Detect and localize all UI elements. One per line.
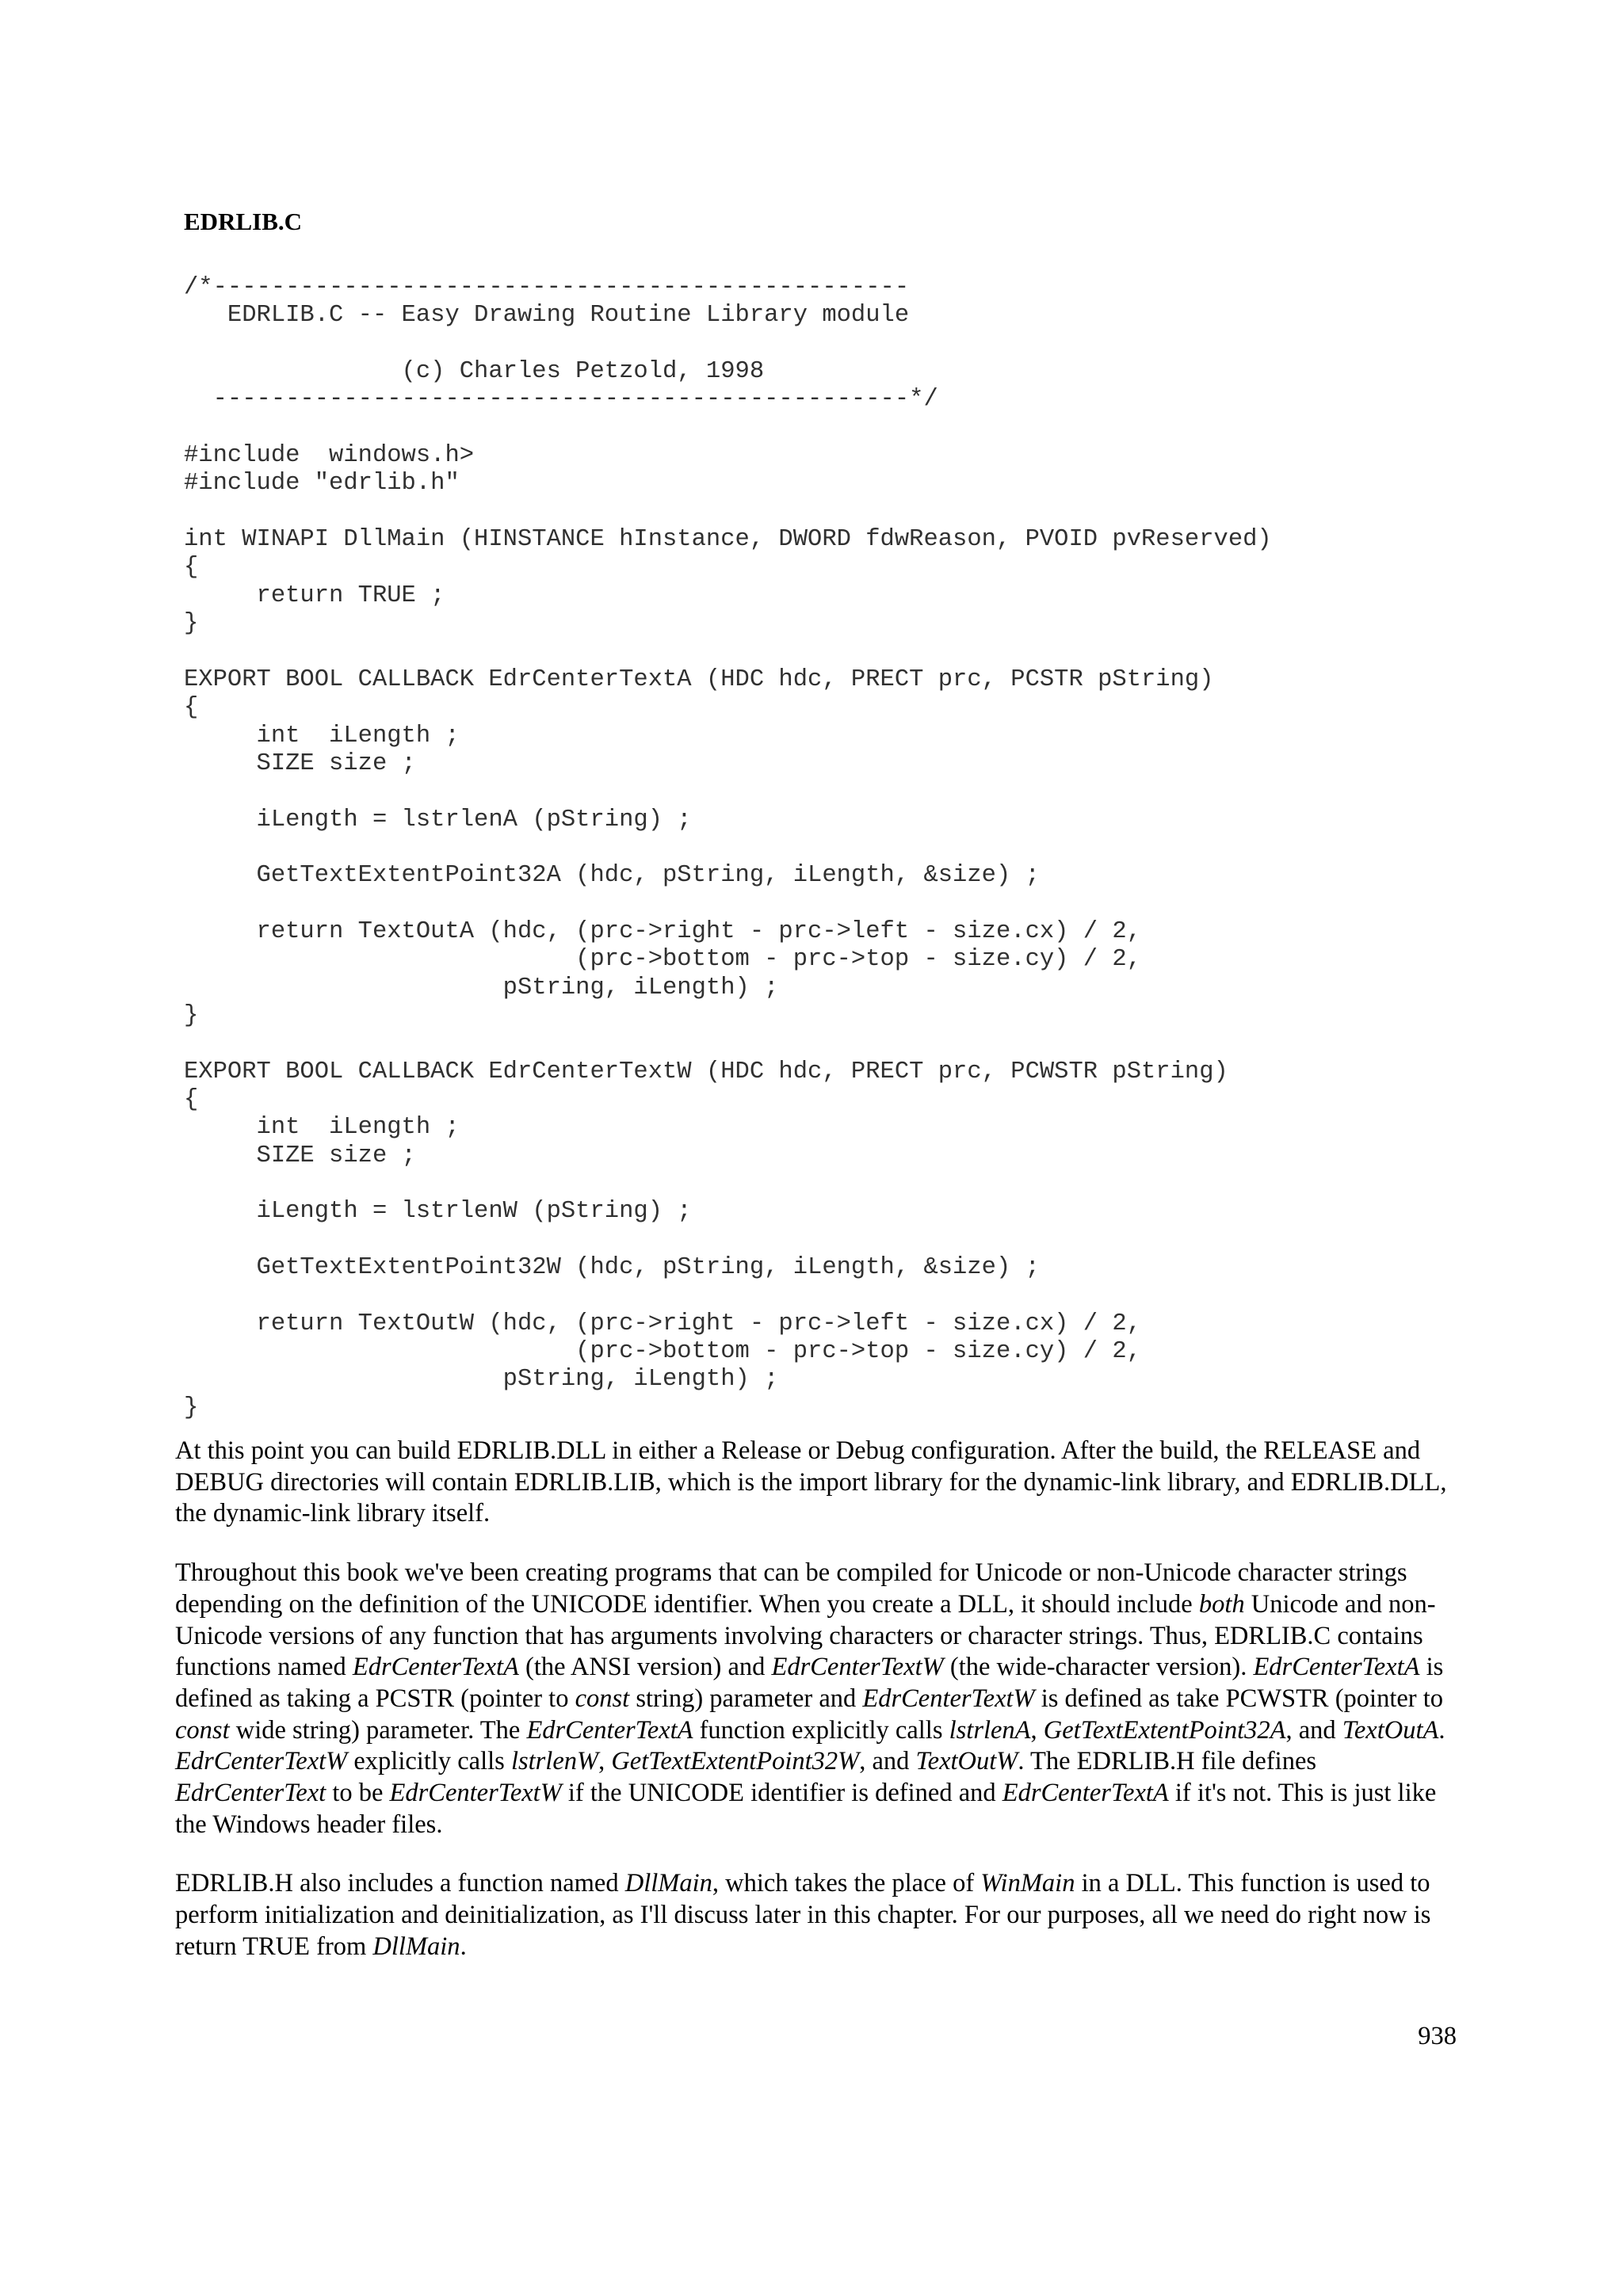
code-line: /*------------------------------------------------ <box>184 274 910 301</box>
text-run: , and <box>1285 1715 1342 1745</box>
paragraph <box>175 1558 1467 1840</box>
text-run: , and <box>859 1747 916 1776</box>
code-line <box>184 1170 1272 1198</box>
code-line: } <box>184 1001 199 1029</box>
italic-term: TextOutW <box>915 1747 1018 1776</box>
text-run: . <box>460 1932 467 1961</box>
italic-term: EdrCenterText <box>175 1779 327 1808</box>
italic-term: EdrCenterTextA <box>1253 1653 1420 1682</box>
code-listing <box>184 274 1272 1422</box>
page-number: 938 <box>1418 2022 1457 2050</box>
code-line: } <box>184 610 199 638</box>
code-line: { <box>184 554 199 582</box>
code-line: ------------------------------------------------*/ <box>184 386 938 414</box>
text-run: in a DLL. This function is used to perform initialization and deinitialization, as I'll discuss later in this chapter. For our purposes, all we need do right now is return TRUE from <box>175 1869 1431 1961</box>
code-line <box>184 498 1272 526</box>
text-run: Unicode and non-Unicode versions of any function that has arguments involving characters or character strings. Thus, EDRLIB.C contains functions named <box>175 1589 1436 1682</box>
italic-term: DllMain <box>372 1932 460 1961</box>
section-heading: EDRLIB.C <box>184 208 303 235</box>
code-line: SIZE size ; <box>184 1142 416 1169</box>
code-line <box>184 778 1272 806</box>
code-line: { <box>184 1085 199 1113</box>
code-line: pString, iLength) ; <box>184 974 779 1001</box>
text-run: At this point you can build EDRLIB.DLL in either a Release or Debug configuration. After the build, the RELEASE and DEBUG directories will contain EDRLIB.LIB, which is the import library for the dynamic-link library, and EDRLIB.DLL, the dynamic-link library itself. <box>175 1436 1447 1528</box>
code-line <box>184 638 1272 666</box>
code-line: SIZE size ; <box>184 749 416 777</box>
italic-term: EdrCenterTextW <box>175 1747 348 1776</box>
code-line: } <box>184 1394 199 1421</box>
italic-term: EdrCenterTextA <box>1002 1779 1169 1808</box>
italic-term: DllMain <box>624 1869 712 1898</box>
code-line: (prc->bottom - prc->top - size.cy) / 2, <box>184 1338 1141 1366</box>
code-line: EXPORT BOOL CALLBACK EdrCenterTextA (HDC hdc, PRECT prc, PCSTR pString) <box>184 666 1214 693</box>
code-line: #include "edrlib.h" <box>184 470 460 498</box>
italic-term: const <box>575 1684 630 1713</box>
paragraph <box>175 1868 1467 1962</box>
italic-term: EdrCenterTextW <box>389 1779 562 1808</box>
code-line: iLength = lstrlenW (pString) ; <box>184 1198 692 1226</box>
italic-term: lstrlenW <box>510 1747 599 1776</box>
code-line: #include windows.h> <box>184 442 475 470</box>
code-line: GetTextExtentPoint32A (hdc, pString, iLength, &size) ; <box>184 862 1040 890</box>
code-line: pString, iLength) ; <box>184 1366 779 1394</box>
code-line <box>184 330 1272 358</box>
code-line: return TRUE ; <box>184 582 445 609</box>
code-line: (c) Charles Petzold, 1998 <box>184 358 765 386</box>
code-line <box>184 891 1272 918</box>
code-line <box>184 1282 1272 1310</box>
code-line: int iLength ; <box>184 1114 460 1142</box>
code-line: EXPORT BOOL CALLBACK EdrCenterTextW (HDC hdc, PRECT prc, PCWSTR pString) <box>184 1058 1228 1085</box>
text-run: is defined as take PCWSTR (pointer to <box>1034 1684 1444 1713</box>
text-run: wide string) parameter. The <box>229 1715 527 1745</box>
text-run: (the ANSI version) and <box>518 1653 772 1682</box>
text-run: . <box>1438 1715 1445 1745</box>
text-run: . The EDRLIB.H file defines <box>1018 1747 1317 1776</box>
code-line <box>184 1030 1272 1058</box>
text-run: , <box>1030 1715 1044 1745</box>
italic-term: EdrCenterTextW <box>862 1684 1035 1713</box>
italic-term: lstrlenA <box>949 1715 1031 1745</box>
text-run: to be <box>326 1779 390 1808</box>
text-run: if it's not. This is just like the Windows header files. <box>175 1779 1437 1839</box>
code-line <box>184 834 1272 862</box>
italic-term: EdrCenterTextA <box>526 1715 693 1745</box>
text-run: is defined as taking a PCSTR (pointer to <box>175 1653 1444 1713</box>
text-run: explicitly calls <box>347 1747 511 1776</box>
code-line: int iLength ; <box>184 722 460 749</box>
code-line: EDRLIB.C -- Easy Drawing Routine Library module <box>184 302 910 330</box>
italic-term: both <box>1198 1589 1245 1619</box>
code-line: { <box>184 694 199 722</box>
text-run: , which takes the place of <box>712 1869 981 1898</box>
italic-term: const <box>175 1715 230 1745</box>
italic-term: GetTextExtentPoint32A <box>1043 1715 1286 1745</box>
body-text <box>175 1436 1467 1991</box>
code-line: (prc->bottom - prc->top - size.cy) / 2, <box>184 946 1141 974</box>
text-run: if the UNICODE identifier is defined and <box>561 1779 1002 1808</box>
text-run: (the wide-character version). <box>943 1653 1254 1682</box>
text-run: string) parameter and <box>629 1684 863 1713</box>
italic-term: TextOutA <box>1342 1715 1439 1745</box>
code-line: iLength = lstrlenA (pString) ; <box>184 806 692 833</box>
code-line: int WINAPI DllMain (HINSTANCE hInstance, DWORD fdwReason, PVOID pvReserved) <box>184 526 1272 554</box>
italic-term: WinMain <box>980 1869 1075 1898</box>
italic-term: EdrCenterTextA <box>352 1653 519 1682</box>
text-run: Throughout this book we've been creating programs that can be compiled for Unicode or non-Unicode character strings depending on the definition of the UNICODE identifier. When you create a DLL, it should include <box>175 1558 1407 1619</box>
code-line <box>184 414 1272 442</box>
text-run: function explicitly calls <box>693 1715 949 1745</box>
italic-term: GetTextExtentPoint32W <box>611 1747 860 1776</box>
code-line: GetTextExtentPoint32W (hdc, pString, iLength, &size) ; <box>184 1254 1040 1282</box>
text-run: , <box>598 1747 612 1776</box>
italic-term: EdrCenterTextW <box>771 1653 944 1682</box>
text-run: EDRLIB.H also includes a function named <box>175 1869 625 1898</box>
code-line <box>184 1226 1272 1254</box>
paragraph <box>175 1436 1467 1530</box>
code-line: return TextOutW (hdc, (prc->right - prc->left - size.cx) / 2, <box>184 1310 1141 1337</box>
code-line: return TextOutA (hdc, (prc->right - prc->left - size.cx) / 2, <box>184 917 1141 945</box>
